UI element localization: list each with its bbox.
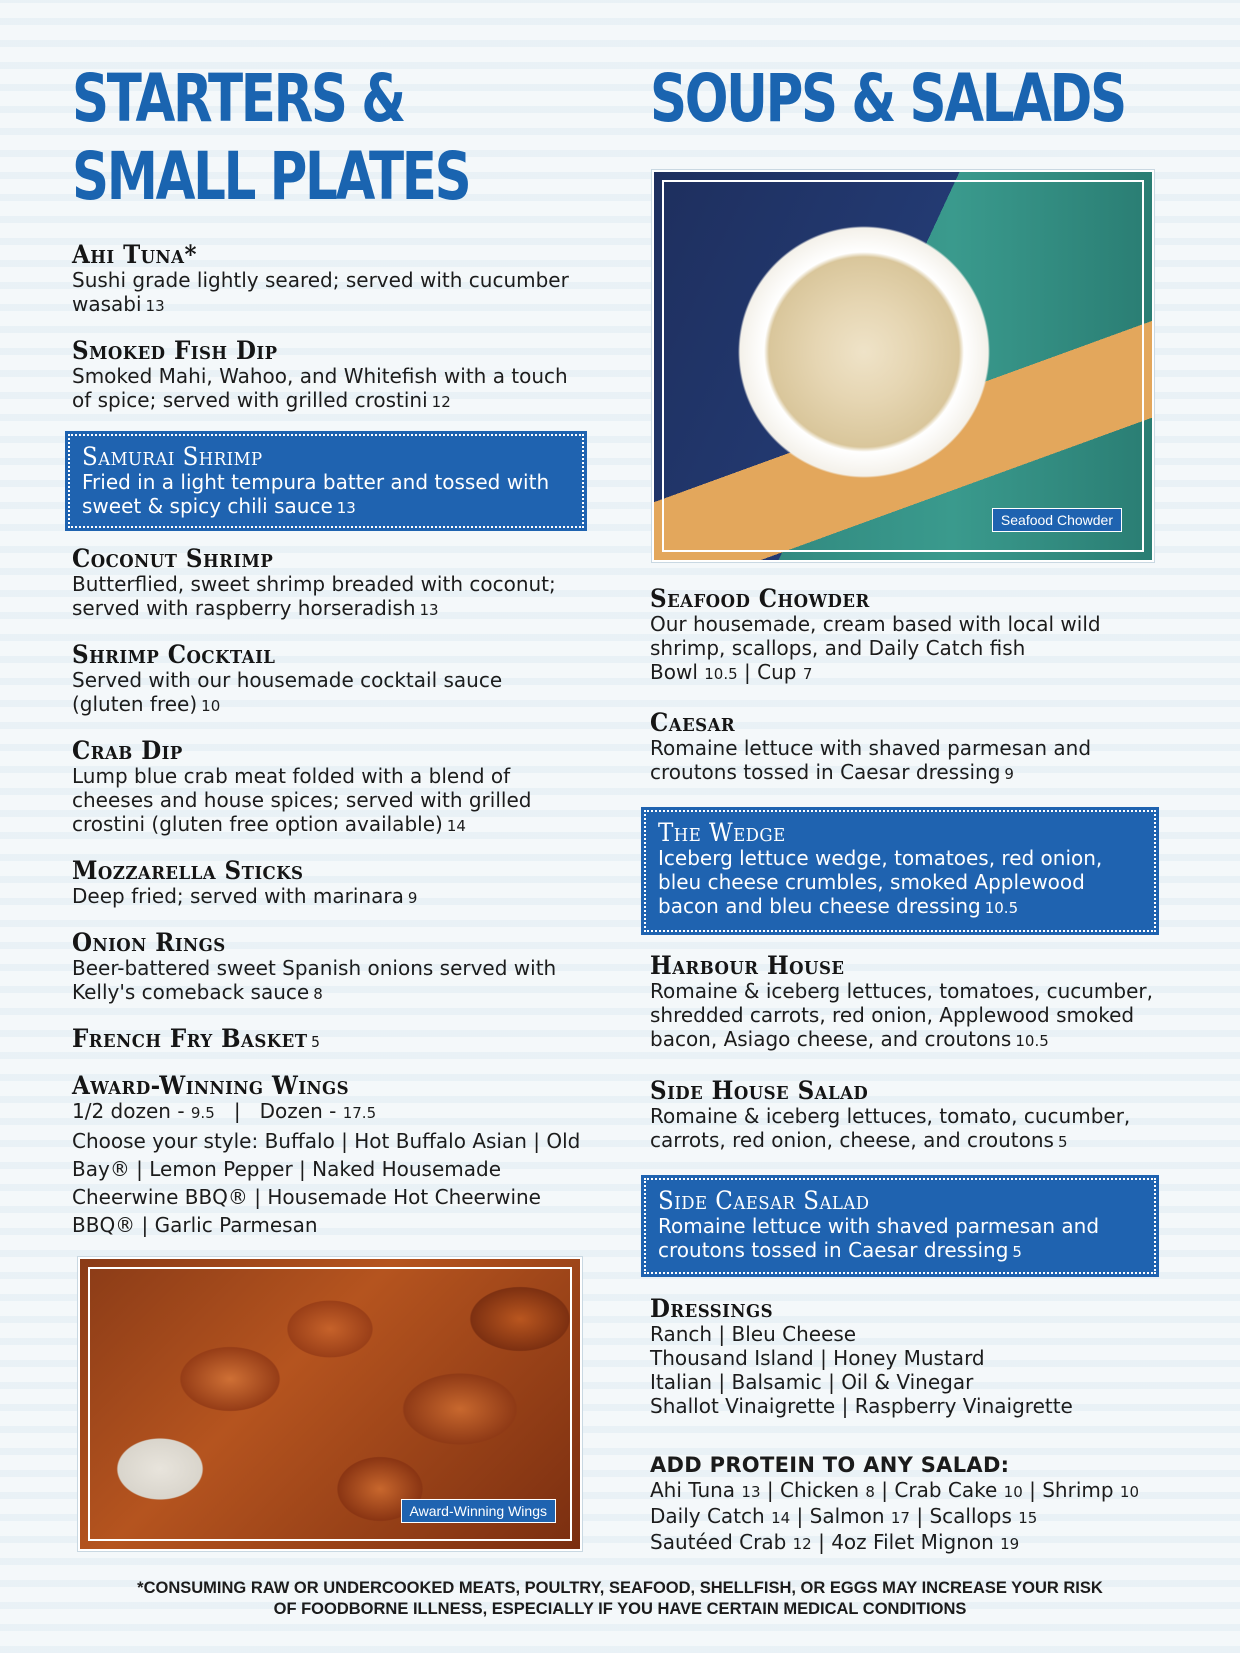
menu-item-samurai-shrimp-featured [68,434,584,528]
menu-item-harbour-house [650,953,1170,1053]
menu-item-mozzarella-sticks [72,858,582,910]
menu-item-seafood-chowder [650,586,1170,686]
item-name: Coconut Shrimp [72,544,274,573]
soups-title: SOUPS & SALADS [650,60,1125,137]
dressings-line: Shallot Vinaigrette | Raspberry Vinaigrette [650,1394,1073,1418]
chowder-photo [652,170,1154,562]
cup-price: 7 [802,665,813,683]
item-name: The Wedge [658,818,786,847]
item-desc: Iceberg lettuce wedge, tomatoes, red onion, bleu cheese crumbles, smoked Applewood bacon and bleu cheese dressing 10.5 [658,846,1103,918]
dressings-line: Italian | Balsamic | Oil & Vinegar [650,1370,974,1394]
item-name: Crab Dip [72,736,183,765]
menu-item-side-house-salad [650,1078,1170,1154]
dressings-line: Thousand Island | Honey Mustard [650,1346,985,1370]
item-desc: Romaine & iceberg lettuces, tomato, cucumber, carrots, red onion, cheese, and croutons 5 [650,1104,1131,1152]
chowder-sizes: Bowl 10.5 | Cup 7 [650,660,813,684]
item-desc: Lump blue crab meat folded with a blend of cheeses and house spices; served with grilled crostini (gluten free option available) 14 [72,764,532,836]
item-desc: Deep fried; served with marinara 9 [72,884,418,908]
item-name: Ahi Tuna* [72,240,197,269]
half-dozen-price: 9.5 [190,1104,215,1122]
item-name: Mozzarella Sticks [72,856,304,885]
item-desc: Romaine lettuce with shaved parmesan and croutons tossed in Caesar dressing 5 [658,1214,1100,1262]
menu-item-the-wedge-featured [644,810,1156,932]
menu-item-shrimp-cocktail [72,642,572,718]
item-price: 5 [311,1033,321,1051]
item-price: 13 [145,297,165,315]
item-name: Samurai Shrimp [82,442,263,471]
item-price: 9 [1004,765,1014,783]
advisory-line: OF FOODBORNE ILLNESS, ESPECIALLY IF YOU HAVE CERTAIN MEDICAL CONDITIONS [273,1600,967,1618]
item-desc: Romaine & iceberg lettuces, tomatoes, cucumber, shredded carrots, red onion, Applewood smoked bacon, Asiago cheese, and croutons 10.5 [650,979,1153,1051]
item-price: 8 [313,985,323,1003]
item-price: 12 [431,393,451,411]
item-name: Side Caesar Salad [658,1186,870,1215]
item-price: 9 [407,889,418,907]
wings-photo [78,1257,582,1551]
item-desc: Smoked Mahi, Wahoo, and Whitefish with a touch of spice; served with grilled crostini 12 [72,364,568,412]
item-name: Caesar [650,708,736,737]
dressings-list [650,1296,1170,1418]
item-name: Onion Rings [72,928,226,957]
starters-title-line1: STARTERS & [72,60,404,137]
soups-salads-column [650,60,1180,1554]
wings-sizes: 1/2 dozen - 9.5 | Dozen - 17.5 [72,1099,377,1123]
dressings-line: Ranch | Bleu Cheese [650,1322,857,1346]
menu-item-crab-dip [72,738,582,838]
menu-item-caesar [650,710,1150,786]
item-price: 5 [1057,1133,1068,1151]
item-price: 10.5 [1015,1032,1049,1050]
item-name: Side House Salad [650,1076,869,1105]
item-name: Smoked Fish Dip [72,336,278,365]
item-desc: Our housemade, cream based with local wild shrimp, scallops, and Daily Catch fish [650,612,1101,660]
menu-item-award-winning-wings [72,1073,592,1239]
protein-line: Daily Catch 14 | Salmon 17 | Scallops 15 [650,1504,1038,1528]
chowder-photo-caption: Seafood Chowder [992,508,1122,532]
menu-item-coconut-shrimp [72,546,582,622]
item-price: 10 [201,697,221,715]
protein-line: Ahi Tuna 13 | Chicken 8 | Crab Cake 10 | Shrimp 10 [650,1478,1139,1502]
item-price: 5 [1012,1243,1022,1261]
menu-item-french-fry-basket [72,1026,582,1055]
item-price: 14 [446,817,466,835]
photo-frame [662,180,1144,552]
wings-styles: Choose your style: Buffalo | Hot Buffalo Asian | Old Bay® | Lemon Pepper | Naked Housemade Cheerwine BBQ® | Housemade Hot Cheerwine BBQ® | Garlic Parmesan [72,1129,581,1237]
consumer-advisory [0,1578,1240,1620]
item-desc: Served with our housemade cocktail sauce (gluten free) 10 [72,668,503,716]
item-name: Shrimp Cocktail [72,640,276,669]
dozen-price: 17.5 [342,1104,377,1122]
add-protein [650,1452,1190,1556]
menu-item-onion-rings [72,930,582,1006]
item-desc: Romaine lettuce with shaved parmesan and croutons tossed in Caesar dressing 9 [650,736,1092,784]
item-name: Seafood Chowder [650,584,870,613]
bowl-price: 10.5 [704,665,738,683]
add-protein-title: ADD PROTEIN TO ANY SALAD: [650,1453,1010,1477]
item-price: 13 [336,499,356,517]
item-price: 13 [419,601,439,619]
item-name: Award-Winning Wings [72,1071,350,1100]
advisory-line: *CONSUMING RAW OR UNDERCOOKED MEATS, POULTRY, SEAFOOD, SHELLFISH, OR EGGS MAY INCREASE YOUR RISK [137,1579,1103,1597]
item-desc: Butterflied, sweet shrimp breaded with coconut; served with raspberry horseradish 13 [72,572,556,620]
menu-item-side-caesar-featured [644,1178,1156,1274]
dressings-title: Dressings [650,1294,774,1323]
item-price: 10.5 [984,899,1019,917]
item-desc: Fried in a light tempura batter and tossed with sweet & spicy chili sauce 13 [82,470,550,518]
menu-item-ahi-tuna [72,242,582,318]
protein-line: Sautéed Crab 12 | 4oz Filet Mignon 19 [650,1530,1020,1554]
menu-item-smoked-fish-dip [72,338,572,414]
starters-title-line2: SMALL PLATES [72,138,470,215]
item-name: Harbour House [650,951,845,980]
item-name: French Fry Basket 5 [72,1024,321,1053]
starters-column [72,60,592,1519]
item-desc: Sushi grade lightly seared; served with cucumber wasabi 13 [72,268,569,316]
wings-photo-caption: Award-Winning Wings [401,1499,556,1523]
item-desc: Beer-battered sweet Spanish onions served with Kelly's comeback sauce 8 [72,956,557,1004]
